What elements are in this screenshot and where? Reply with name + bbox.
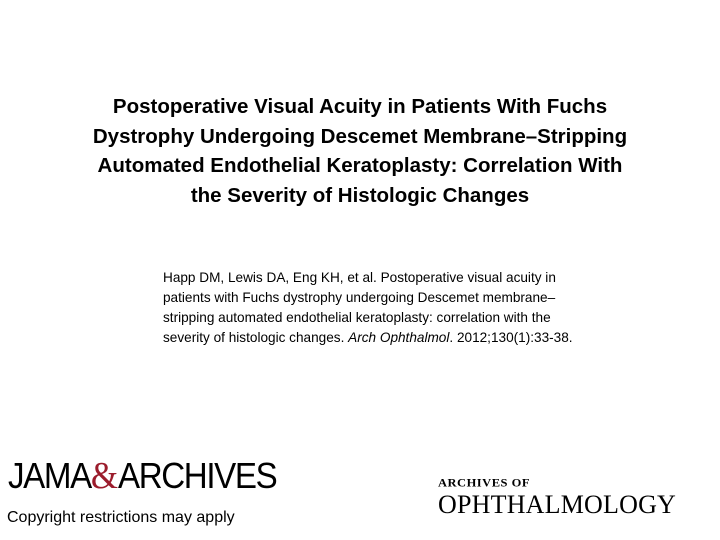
jama-logo-left: JAMA bbox=[8, 455, 91, 496]
copyright-notice: Copyright restrictions may apply bbox=[7, 509, 235, 526]
jama-archives-logo bbox=[8, 456, 276, 496]
slide-title: Postoperative Visual Acuity in Patients With Fuchs Dystrophy Undergoing Descemet Membrane–Stripping Automated Endothelial Keratoplasty: Correlation With the Severity of Histologic Changes bbox=[92, 95, 628, 207]
citation bbox=[163, 268, 583, 348]
journal-logo-bottom: OPHTHALMOLOGY bbox=[438, 490, 677, 519]
journal-logo-top: ARCHIVES OF bbox=[438, 476, 530, 490]
citation-journal: Arch Ophthalmol bbox=[348, 330, 450, 345]
jama-logo-right: ARCHIVES bbox=[118, 455, 277, 496]
jama-logo-ampersand: & bbox=[90, 455, 119, 497]
archives-of-ophthalmology-logo bbox=[438, 476, 710, 519]
citation-text: Happ DM, Lewis DA, Eng KH, et al. Postoperative visual acuity in patients with Fuchs dystrophy undergoing Descemet membrane–stripping automated endothelial keratoplasty: correlation with the severity of histologic changes. bbox=[163, 270, 556, 345]
citation-details: . 2012;130(1):33-38. bbox=[449, 330, 573, 345]
